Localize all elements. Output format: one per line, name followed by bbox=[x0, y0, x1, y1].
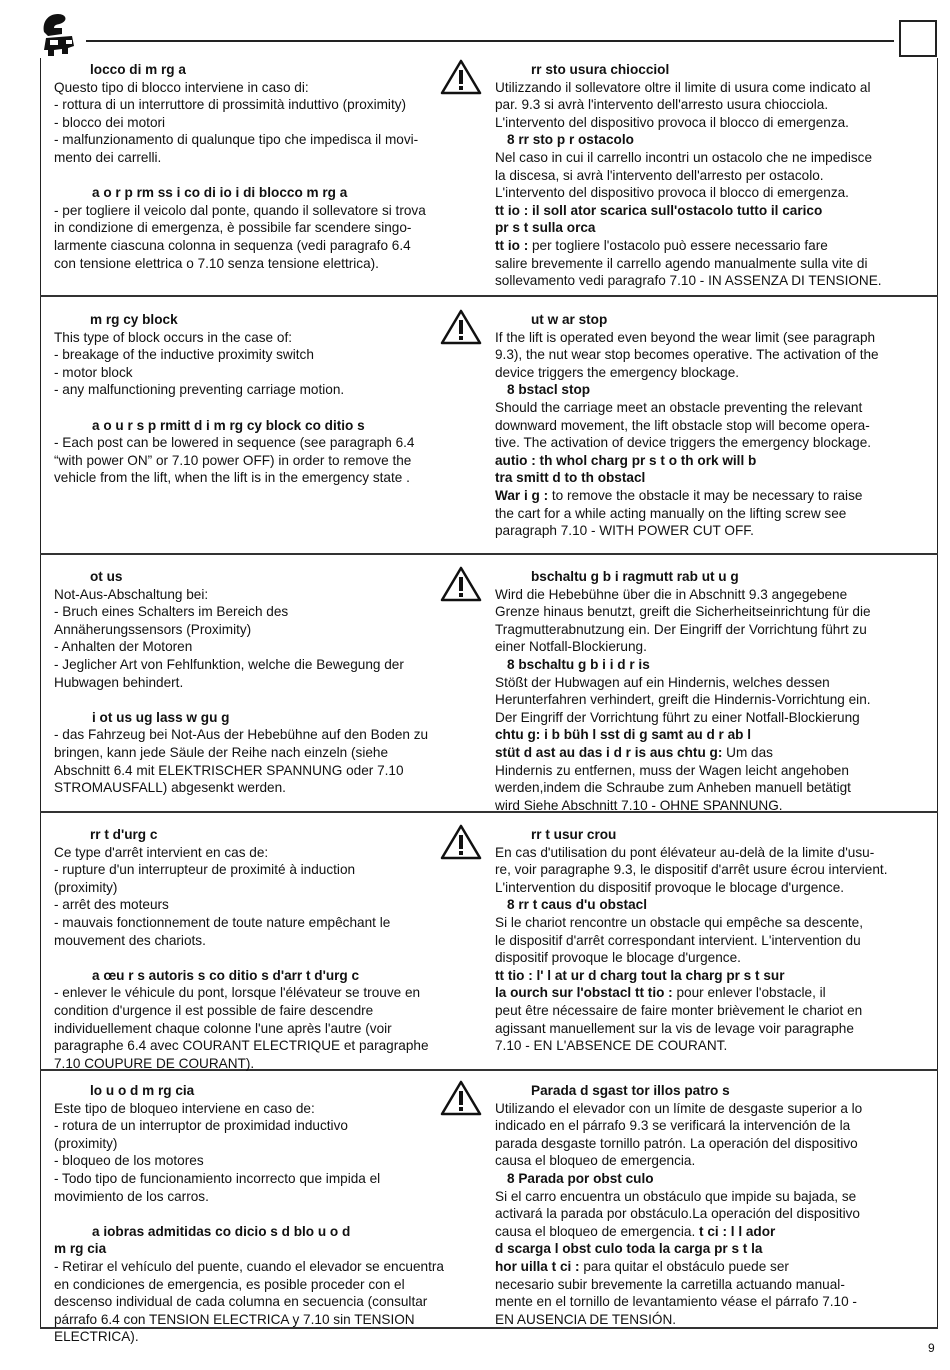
section-title: ut w ar stop bbox=[531, 312, 608, 327]
body-line: causa el bloqueo de emergencia. bbox=[495, 1153, 696, 1169]
body-line: salire brevemente il carrello agendo manualmente sulla vite di bbox=[495, 255, 868, 271]
warning-label: chtu g: bbox=[673, 744, 727, 760]
body-line: tive. The activation of device triggers the emergency blockage. bbox=[495, 435, 872, 451]
body-line: 7.10 - EN L'ABSENCE DE COURANT. bbox=[495, 1038, 728, 1054]
body-line: paragraphe 6.4 avec COURANT ELECTRIQUE et paragraphe bbox=[54, 1038, 429, 1054]
left-column bbox=[54, 1082, 482, 1346]
body-line: (proximity) bbox=[54, 1135, 118, 1151]
body-line: - any malfunctioning preventing carriage motion. bbox=[54, 382, 345, 398]
body-line: - Retirar el vehículo del puente, cuando el elevador se encuentra bbox=[54, 1258, 444, 1274]
body-line: individuellement chaque colonne l'une après l'autre (voir bbox=[54, 1020, 392, 1036]
body-line: paragraph 7.10 - WITH POWER CUT OFF. bbox=[495, 523, 754, 539]
body-line: Utilizzando il sollevatore oltre il limite di usura come indicato al bbox=[495, 79, 871, 95]
warning-line bbox=[495, 984, 925, 1002]
body-line: bringen, kann jede Säule der Reihe nach einzeln (siehe bbox=[54, 744, 389, 760]
body-line: la discesa, si avrà l'intervento dell'arresto per ostacolo. bbox=[495, 167, 824, 183]
body-line: This type of block occurs in the case of: bbox=[54, 329, 293, 345]
caution-text: tt tio : l' l at ur d charg tout la charg pr s t sur bbox=[495, 967, 785, 983]
caution-text: chtu g: i b büh l sst di g samt au d r ab l bbox=[495, 727, 752, 743]
section-title: lo u o d m rg cia bbox=[90, 1083, 195, 1098]
body-line: L'intervento del dispositivo provoca il blocco di emergenza. bbox=[495, 114, 849, 130]
body-line: Der Eingriff der Vorrichtung führt zu einer Notfall-Blockierung bbox=[495, 709, 860, 725]
body-line: If the lift is operated even beyond the wear limit (see paragraph bbox=[495, 329, 876, 345]
spacer bbox=[54, 167, 482, 185]
body-line: mento dei carrelli. bbox=[54, 149, 162, 165]
body-line: Should the carriage meet an obstacle preventing the relevant bbox=[495, 399, 863, 415]
body-line: - breakage of the inductive proximity switch bbox=[54, 347, 314, 363]
body-text: causa el bloqueo de emergencia. bbox=[495, 1223, 700, 1239]
left-column bbox=[54, 568, 482, 797]
page-corner-box bbox=[899, 20, 937, 57]
subsection-title-cont: m rg cia bbox=[54, 1241, 107, 1257]
body-line: agissant manuellement sur la vis de levage voir paragraphe bbox=[495, 1020, 854, 1036]
body-line: L'intervento del dispositivo provoca il blocco di emergenza. bbox=[495, 185, 849, 201]
body-line: - das Fahrzeug bei Not-Aus der Hebebühne auf den Boden zu bbox=[54, 727, 429, 743]
body-line: - Bruch eines Schalters im Bereich des bbox=[54, 604, 289, 620]
body-line: - Anhalten der Motoren bbox=[54, 639, 193, 655]
body-line: Stößt der Hubwagen auf ein Hindernis, welches dessen bbox=[495, 674, 830, 690]
body-line: - Jeglicher Art von Fehlfunktion, welche die Bewegung der bbox=[54, 656, 404, 672]
body-line: 9.3), the nut wear stop becomes operative. The activation of the bbox=[495, 347, 879, 363]
warning-line bbox=[495, 237, 925, 255]
subsection-title: a o r p rm ss i co di io i di blocco m rg a bbox=[92, 185, 348, 201]
brand-logo bbox=[38, 10, 80, 58]
section-title: rr t d'urg c bbox=[90, 827, 158, 842]
caution-text: pr s t sulla orca bbox=[495, 220, 596, 236]
body-line: En cas d'utilisation du pont élévateur au-delà de la limite d'usu- bbox=[495, 844, 875, 860]
body-line: in condizione di emergenza, è possibile far scendere singo- bbox=[54, 220, 412, 236]
spacer bbox=[54, 949, 482, 967]
body-line: Annäherungssensors (Proximity) bbox=[54, 621, 252, 637]
body-line: Hindernis zu entfernen, muss der Wagen leicht angehoben bbox=[495, 762, 849, 778]
subsection-title: a iobras admitidas co dicio s d blo u o d bbox=[92, 1223, 351, 1239]
body-text: para quitar el obstáculo puede ser bbox=[583, 1258, 789, 1274]
body-line: the cart for a while acting manually on the lifting screw see bbox=[495, 505, 847, 521]
section-title: ot us bbox=[90, 569, 123, 584]
body-text: to remove the obstacle it may be necessary to raise bbox=[551, 487, 863, 503]
section-fr bbox=[40, 824, 938, 1079]
body-line: Este tipo de bloqueo interviene en caso de: bbox=[54, 1100, 315, 1116]
body-line: Tragmutterabnutzung ein. Der Eingriff der Vorrichtung führt zu bbox=[495, 621, 867, 637]
body-line: ELECTRICA). bbox=[54, 1329, 139, 1345]
caution-label: t ci : l l ador bbox=[699, 1223, 776, 1239]
body-line: Abschnitt 6.4 mit ELEKTRISCHER SPANNUNG oder 7.10 bbox=[54, 762, 404, 778]
left-column bbox=[54, 311, 482, 487]
body-line: re, voir paragraphe 9.3, le dispositif d'arrêt usure écrou intervient. bbox=[495, 862, 888, 878]
body-text: per togliere l'ostacolo può essere necessario fare bbox=[532, 237, 828, 253]
page-number: 9 bbox=[928, 1341, 935, 1355]
body-line: Not-Aus-Abschaltung bei: bbox=[54, 586, 209, 602]
subsection-title: 8 rr t caus d'u obstacl bbox=[507, 897, 647, 913]
body-line: - motor block bbox=[54, 364, 133, 380]
subsection-title: 8 bstacl stop bbox=[507, 382, 591, 398]
body-line: le dispositif d'arrêt correspondant intervient. L'intervention du bbox=[495, 932, 861, 948]
body-line: Wird die Hebebühne über die in Abschnitt 9.3 angegebene bbox=[495, 586, 848, 602]
body-line: - mauvais fonctionnement de toute nature empêchant le bbox=[54, 914, 391, 930]
right-column bbox=[495, 1082, 925, 1328]
caution-text: autio : th whol charg pr s t o th ork will b bbox=[495, 452, 757, 468]
body-line: werden,indem die Schraube zum Anheben manuell betätigt bbox=[495, 780, 851, 796]
body-line: - rotura de un interruptor de proximidad inductivo bbox=[54, 1118, 348, 1134]
body-line: Grenze hinaus benutzt, greift die Sicherheitseinrichtung für die bbox=[495, 604, 871, 620]
subsection-title: 8 Parada por obst culo bbox=[507, 1170, 654, 1186]
caution-text: stüt d ast au das i d r is aus bbox=[495, 744, 674, 760]
subsection-title: i ot us ug lass w gu g bbox=[92, 709, 230, 725]
body-line: Hubwagen behindert. bbox=[54, 674, 184, 690]
body-line: - bloqueo de los motores bbox=[54, 1153, 204, 1169]
spacer bbox=[54, 691, 482, 709]
body-line: wird Siehe Abschnitt 7.10 - OHNE SPANNUNG. bbox=[495, 797, 783, 813]
caution-text: d scarga l obst culo toda la carga pr s t la bbox=[495, 1241, 763, 1257]
body-line: downward movement, the lift obstacle stop will become opera- bbox=[495, 417, 870, 433]
warning-label: tt io : bbox=[495, 237, 532, 253]
body-line: activará la parada por obstáculo.La operación del dispositivo bbox=[495, 1206, 860, 1222]
body-line: descenso individual de cada columna en secuencia (consultar bbox=[54, 1294, 428, 1310]
body-line: peut être nécessaire de faire monter brièvement le chariot en bbox=[495, 1002, 863, 1018]
body-line: - per togliere il veicolo dal ponte, quando il sollevatore si trova bbox=[54, 202, 426, 218]
section-es bbox=[40, 1080, 938, 1345]
body-line: en condiciones de emergencia, es posible proceder con el bbox=[54, 1276, 405, 1292]
body-line: Nel caso in cui il carrello incontri un ostacolo che ne impedisce bbox=[495, 149, 873, 165]
body-text: Um das bbox=[726, 744, 773, 760]
warning-line bbox=[495, 1258, 925, 1276]
subsection-title: 8 rr sto p r ostacolo bbox=[507, 132, 634, 148]
section-title: locco di m rg a bbox=[90, 62, 186, 77]
body-line: Utilizando el elevador con un límite de desgaste superior a lo bbox=[495, 1100, 863, 1116]
subsection-title: a œu r s autoris s co ditio s d'arr t d'urg c bbox=[92, 967, 360, 983]
section-it bbox=[40, 59, 938, 314]
body-line: “with power ON” or 7.10 power OFF) in order to remove the bbox=[54, 452, 412, 468]
body-line: Ce type d'arrêt intervient en cas de: bbox=[54, 844, 269, 860]
left-column bbox=[54, 826, 482, 1072]
subsection-title: a o u r s p rmitt d i m rg cy block co ditio s bbox=[92, 417, 365, 433]
body-line: parada desgaste tornillo patrón. La operación del dispositivo bbox=[495, 1135, 858, 1151]
spacer bbox=[54, 399, 482, 417]
body-line: Questo tipo di blocco interviene in caso di: bbox=[54, 79, 309, 95]
body-line: movimiento de los carros. bbox=[54, 1188, 209, 1204]
right-column bbox=[495, 568, 925, 814]
body-line: condition d'urgence il est possible de faire descendre bbox=[54, 1002, 374, 1018]
body-line: L'intervention du dispositif provoque le blocage d'urgence. bbox=[495, 879, 845, 895]
right-column bbox=[495, 311, 925, 540]
body-line: con tensione elettrica o 7.10 senza tensione elettrica). bbox=[54, 255, 379, 271]
warning-label: War i g : bbox=[495, 487, 552, 503]
body-line: larmente ciascuna colonna in sequenza (vedi paragrafo 6.4 bbox=[54, 237, 411, 253]
caution-line bbox=[495, 744, 925, 762]
section-title: rr sto usura chiocciol bbox=[531, 62, 670, 77]
body-line: (proximity) bbox=[54, 879, 118, 895]
body-line: - malfunzionamento di qualunque tipo che impedisca il movi- bbox=[54, 132, 419, 148]
spacer bbox=[54, 1205, 482, 1223]
warning-line bbox=[495, 487, 925, 505]
left-column bbox=[54, 61, 482, 272]
body-line: par. 9.3 si avrà l'intervento dell'arresto usura chiocciola. bbox=[495, 97, 829, 113]
body-line: mouvement des chariots. bbox=[54, 932, 206, 948]
body-line: vehicle from the lift, when the lift is in the emergency state . bbox=[54, 470, 410, 486]
body-line: mente en el tornillo de levantamiento véase el párrafo 7.10 - bbox=[495, 1294, 857, 1310]
header-rule bbox=[86, 40, 894, 42]
caution-text: tt io : il soll ator scarica sull'ostacolo tutto il carico bbox=[495, 202, 823, 218]
body-line: indicado en el párrafo 9.3 se verificará la intervención de la bbox=[495, 1118, 851, 1134]
body-line: 7.10 COUPURE DE COURANT). bbox=[54, 1055, 255, 1071]
body-line: Si el carro encuentra un obstáculo que impide su bajada, se bbox=[495, 1188, 857, 1204]
body-line: - Todo tipo de funcionamiento incorrecto que impida el bbox=[54, 1170, 381, 1186]
section-de bbox=[40, 566, 938, 821]
body-line: device triggers the emergency blockage. bbox=[495, 364, 740, 380]
body-line: - Each post can be lowered in sequence (see paragraph 6.4 bbox=[54, 435, 415, 451]
body-line: - enlever le véhicule du pont, lorsque l'élévateur se trouve en bbox=[54, 985, 421, 1001]
body-line: - arrêt des moteurs bbox=[54, 897, 169, 913]
section-en bbox=[40, 309, 938, 564]
body-line: STROMAUSFALL) abgesenkt werden. bbox=[54, 780, 286, 796]
body-line: Herunterfahren verhindert, greift die Hindernis-Vorrichtung ein. bbox=[495, 692, 871, 708]
body-text: pour enlever l'obstacle, il bbox=[676, 985, 826, 1001]
body-line: párrafo 6.4 con TENSION ELECTRICA y 7.10 sin TENSION bbox=[54, 1311, 415, 1327]
right-column bbox=[495, 826, 925, 1055]
caution-text: tra smitt d to th obstacl bbox=[495, 470, 646, 486]
body-line: einer Notfall-Blockierung. bbox=[495, 639, 647, 655]
body-line: EN AUSENCIA DE TENSIÓN. bbox=[495, 1311, 677, 1327]
body-line: Si le chariot rencontre un obstacle qui empêche sa descente, bbox=[495, 914, 864, 930]
section-title: bschaltu g b i ragmutt rab ut u g bbox=[531, 569, 739, 584]
section-title: m rg cy block bbox=[90, 312, 178, 327]
subsection-title: 8 bschaltu g b i i d r is bbox=[507, 656, 650, 672]
body-line: dispositif provoque le blocage d'urgence. bbox=[495, 950, 741, 966]
warning-label: hor uilla t ci : bbox=[495, 1258, 584, 1274]
section-title: Parada d sgast tor illos patro s bbox=[531, 1083, 730, 1098]
right-column bbox=[495, 61, 925, 290]
caution-line bbox=[495, 1223, 925, 1241]
warning-label: la ourch sur l'obstacl tt tio : bbox=[495, 985, 677, 1001]
body-line: necesario subir brevemente la carretilla actuando manual- bbox=[495, 1276, 845, 1292]
body-line: - blocco dei motori bbox=[54, 114, 166, 130]
body-line: - rupture d'un interrupteur de proximité à induction bbox=[54, 862, 356, 878]
section-title: rr t usur crou bbox=[531, 827, 617, 842]
body-line: - rottura di un interruttore di prossimità induttivo (proximity) bbox=[54, 97, 407, 113]
body-line: sollevamento vedi paragrafo 7.10 - IN ASSENZA DI TENSIONE. bbox=[495, 273, 882, 289]
